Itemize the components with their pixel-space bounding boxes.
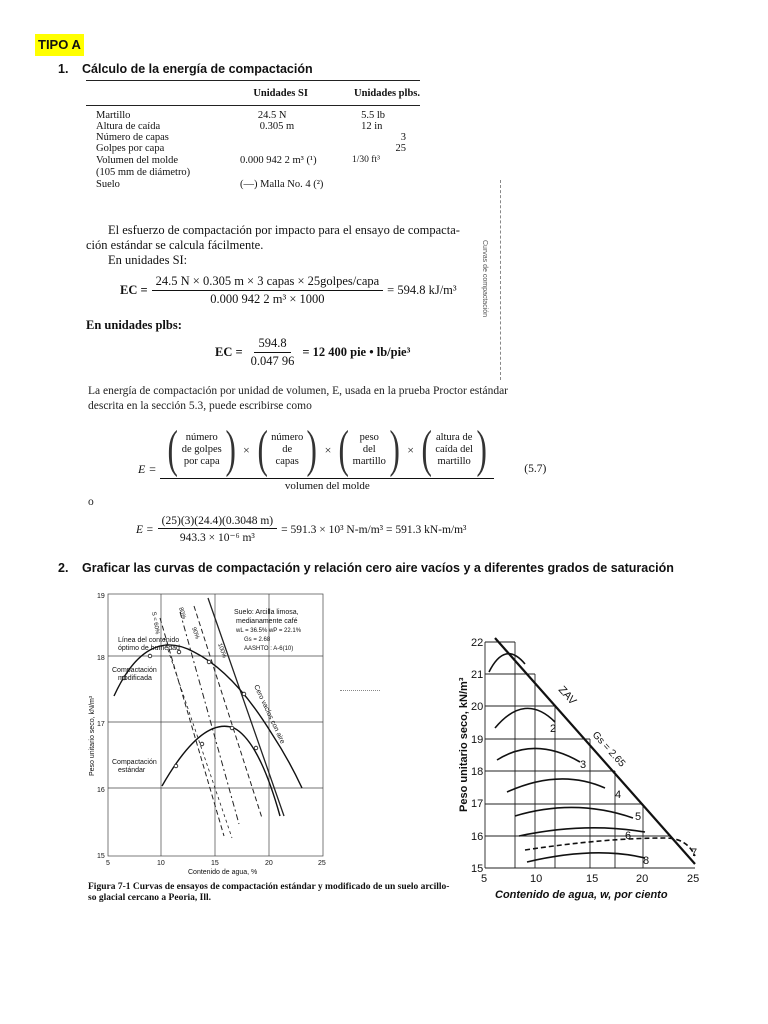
- x-tick: 15: [586, 873, 599, 885]
- plbs-units-label: En unidades plbs:: [86, 318, 182, 332]
- ec-si-fraction: [152, 274, 384, 307]
- gs-label: Gs = 2.65: [589, 729, 628, 770]
- table-header-row: [86, 81, 420, 105]
- table-row: [86, 143, 420, 154]
- ec-si-lhs: EC =: [120, 283, 148, 297]
- table-row: [86, 167, 420, 178]
- x-tick: 25: [318, 860, 326, 867]
- table-cell: 25: [395, 143, 406, 154]
- y-tick: 18: [97, 655, 105, 662]
- ec-si-result: = 594.8 kJ/m³: [387, 283, 457, 297]
- eq57-term: ( peso del martillo ): [338, 421, 400, 478]
- curve-number: 7: [691, 847, 698, 859]
- x-tick: 25: [687, 873, 700, 885]
- soil-label-line: medianamente café: [236, 618, 298, 625]
- final-eq-numerator: (25)(3)(24.4)(0.3048 m): [158, 515, 277, 529]
- or-text: o: [88, 496, 94, 508]
- equation-5-7: [138, 421, 547, 492]
- y-tick: 17: [97, 721, 105, 728]
- table-cell: Martillo: [96, 110, 131, 121]
- table-cell: 12 in: [361, 121, 383, 132]
- energy-text-line-2: descrita en la sección 5.3, puede escribirse como: [88, 400, 312, 412]
- section-1-number: 1.: [58, 62, 69, 76]
- table-cell: Golpes por capa: [96, 143, 165, 154]
- y-axis-label: Peso unitario seco, kN/m³: [89, 695, 96, 776]
- parameters-table: [86, 80, 420, 191]
- ec-si-equation: [120, 274, 457, 307]
- ec-plbs-numerator: 594.8: [254, 336, 290, 353]
- times-sign: ×: [243, 442, 250, 457]
- section-2-heading: [58, 561, 674, 575]
- x-tick: 10: [530, 873, 543, 885]
- x-tick: 20: [636, 873, 649, 885]
- ec-plbs-fraction: [247, 336, 299, 369]
- compaction-figure-2: [455, 632, 715, 902]
- saturation-label: S = 60%: [150, 611, 160, 635]
- table-cell: Volumen del molde: [96, 155, 179, 166]
- soil-label-line: wL = 36.5% wP = 22.1%: [236, 628, 302, 634]
- soil-label-line: AASHTO : A-6(10): [244, 646, 294, 652]
- eq57-term: ( número de golpes por capa ): [167, 421, 236, 478]
- final-eq-result: = 591.3 × 10³ N-m/m³ = 591.3 kN-m/m³: [281, 523, 467, 536]
- table-cell: 0.000 942 2 m³ (¹): [240, 155, 317, 166]
- y-tick: 22: [471, 637, 484, 649]
- y-tick: 20: [471, 701, 484, 713]
- x-tick: 5: [481, 873, 488, 885]
- optimum-line-label: Línea del contenido: [118, 637, 180, 644]
- table-cell: (105 mm de diámetro): [96, 167, 191, 178]
- curve-number: 5: [635, 811, 642, 823]
- table-header-cell: Unidades plbs.: [354, 87, 420, 99]
- y-tick: 18: [471, 766, 484, 778]
- table-cell: 24.5 N: [257, 110, 287, 121]
- zav-label: Cero vacíos con aire: [252, 683, 286, 746]
- compaction-figure-1: [84, 586, 444, 884]
- y-tick: 19: [97, 593, 105, 600]
- optimum-line-label: óptimo de humedad: [118, 645, 180, 652]
- table-row: [86, 132, 420, 143]
- eq57-denominator: volumen del molde: [284, 480, 370, 492]
- y-tick: 21: [471, 669, 484, 681]
- caption-line: so glacial cercano a Peoria, Ill.: [88, 893, 212, 903]
- x-tick: 5: [106, 860, 110, 867]
- eq57-term: ( número de capas ): [257, 421, 318, 478]
- separator-dots: [340, 690, 380, 691]
- final-eq-denominator: 943.3 × 10⁻⁶ m³: [179, 532, 255, 544]
- curve-number: 3: [580, 759, 587, 771]
- ec-plbs-denominator: 0.047 96: [250, 354, 295, 368]
- paragraph-line-1: El esfuerzo de compactación por impacto para el ensayo de compacta-: [108, 223, 460, 237]
- modified-label: Compactación: [112, 667, 157, 674]
- si-units-label: En unidades SI:: [108, 253, 188, 267]
- table-cell: Suelo: [96, 179, 120, 190]
- x-axis-label: Contenido de agua, %: [188, 869, 258, 876]
- y-tick: 19: [471, 734, 484, 746]
- table-cell: Número de capas: [96, 132, 169, 143]
- ec-plbs-lhs: EC =: [215, 345, 243, 359]
- table-row: [86, 121, 420, 132]
- curve-number: 6: [625, 830, 632, 842]
- margin-scan-line: [500, 180, 525, 380]
- eq57-number: (5.7): [524, 463, 547, 475]
- modified-label: modificada: [118, 675, 152, 682]
- soil-label-line: Suelo: Arcilla limosa,: [234, 609, 299, 616]
- table-row: [86, 178, 420, 191]
- section-1-heading: [58, 62, 313, 76]
- final-energy-equation: [136, 515, 467, 544]
- zav-label: ZAV: [555, 683, 579, 708]
- section-1-title: Cálculo de la energía de compactación: [82, 62, 313, 76]
- y-tick: 16: [471, 831, 484, 843]
- margin-vertical-text: Curvas de compactación: [481, 240, 488, 318]
- x-axis-label: Contenido de agua, w, por ciento: [495, 889, 668, 901]
- table-cell: (—) Malla No. 4 (²): [240, 179, 324, 190]
- table-row: [86, 154, 420, 167]
- saturation-label: 100%: [216, 642, 228, 660]
- curve-number: 2: [550, 723, 557, 735]
- y-tick: 15: [471, 863, 484, 875]
- y-axis-label: Peso unitario seco, kN/m³: [458, 677, 470, 812]
- saturation-label: 90%: [190, 626, 200, 640]
- section-2-title: Graficar las curvas de compactación y relación cero aire vacíos y a diferentes grados de saturación: [82, 561, 674, 575]
- curve-number: 8: [643, 855, 650, 867]
- standard-label: Compactación: [112, 759, 157, 766]
- x-tick: 20: [265, 860, 273, 867]
- figure-1-caption-2: [88, 893, 211, 904]
- standard-label: estándar: [118, 767, 146, 774]
- energy-text-line-1: La energía de compactación por unidad de volumen, E, usada en la prueba Proctor estándar: [88, 385, 509, 397]
- times-sign: ×: [407, 442, 415, 457]
- ec-si-denominator: 0.000 942 2 m³ × 1000: [210, 292, 325, 306]
- table-cell: 3: [400, 132, 406, 143]
- table-cell: Altura de caída: [96, 121, 161, 132]
- table-cell: 1/30 ft³: [352, 155, 380, 165]
- caption-line: Figura 7-1 Curvas de ensayos de compactación estándar y modificado de un suelo arcillo-: [88, 882, 450, 892]
- eq57-numerator: [160, 421, 494, 479]
- ec-plbs-result: = 12 400 pie • lb/pie³: [302, 345, 411, 359]
- y-tick: 15: [97, 853, 105, 860]
- saturation-label: 80%: [177, 606, 187, 621]
- ec-si-numerator: 24.5 N × 0.305 m × 3 capas × 25golpes/capa: [152, 274, 384, 291]
- eq57-lhs: E =: [138, 461, 157, 476]
- curve-number: 4: [615, 789, 622, 801]
- x-tick: 15: [211, 860, 219, 867]
- table-cell: 5.5 lb: [361, 110, 386, 121]
- y-tick: 16: [97, 787, 105, 794]
- eq57-fraction: [160, 421, 494, 492]
- type-tag: TIPO A: [35, 34, 84, 56]
- table-header-cell: Unidades SI: [253, 87, 308, 99]
- table-row: [86, 110, 420, 121]
- paragraph-line-2: ción estándar se calcula fácilmente.: [86, 238, 264, 252]
- final-eq-fraction: [158, 515, 277, 544]
- section-2-number: 2.: [58, 561, 69, 575]
- y-tick: 17: [471, 798, 484, 810]
- figure-1-caption: [88, 882, 449, 893]
- ec-plbs-equation: [215, 336, 410, 369]
- eq57-term: ( altura de caída del martillo ): [421, 421, 487, 478]
- x-tick: 10: [157, 860, 165, 867]
- soil-label-line: Gs = 2.68: [244, 637, 271, 643]
- times-sign: ×: [324, 442, 332, 457]
- table-cell: 0.305 m: [259, 121, 295, 132]
- final-eq-lhs: E =: [136, 523, 154, 536]
